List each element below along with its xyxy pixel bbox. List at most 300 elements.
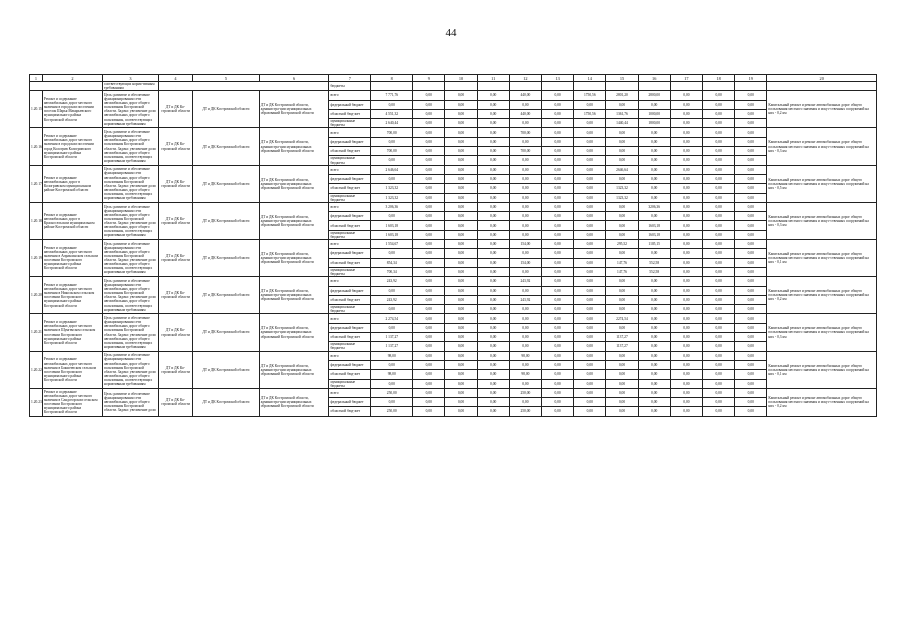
value-cell: 0,00 xyxy=(638,407,670,416)
expected-result-length: - 0,3 км xyxy=(774,223,787,227)
value-cell: 2800,00 xyxy=(638,91,670,100)
value-cell: 0,00 xyxy=(509,165,541,174)
value-cell: 0,00 xyxy=(541,212,573,221)
value-cell: 0,00 xyxy=(703,137,735,146)
value-cell: 0,00 xyxy=(574,286,606,295)
value-cell: 0,00 xyxy=(541,109,573,118)
funding-label: муниципальные бюджеты xyxy=(329,119,371,128)
value-cell: 1323,32 xyxy=(606,184,638,193)
funding-label: федеральный бюджет xyxy=(329,398,371,407)
expected-result-length: - 0,5 км xyxy=(774,185,787,190)
value-cell: 0,00 xyxy=(541,295,573,304)
value-cell: 0,00 xyxy=(606,323,638,332)
value-cell: 0,00 xyxy=(413,342,445,351)
value-cell: 0,00 xyxy=(670,249,702,258)
expected-result-length: - 0,2 км xyxy=(774,111,787,116)
value-cell: 0,00 xyxy=(541,398,573,407)
value-cell: 0,00 xyxy=(670,360,702,369)
value-cell: 0,00 xyxy=(477,230,509,239)
value-cell: 0,00 xyxy=(735,370,767,379)
value-cell: 0,00 xyxy=(670,109,702,118)
value-cell: 0,00 xyxy=(477,407,509,416)
value-cell: 0,00 xyxy=(670,351,702,360)
value-cell: 0,00 xyxy=(477,295,509,304)
value-cell: 0,00 xyxy=(413,174,445,183)
expected-result-text: Капитальный ремонт и ремонт автомобильных дорог общего пользования местного значения и искус-ственных сооружений на них xyxy=(768,252,869,265)
value-cell: 4 551,32 xyxy=(371,109,413,118)
value-cell: 0,00 xyxy=(638,314,670,323)
value-cell: 0,00 xyxy=(574,323,606,332)
value-cell: 1 137,27 xyxy=(371,333,413,342)
value-cell: 1137,27 xyxy=(606,333,638,342)
value-cell: 0,00 xyxy=(638,277,670,286)
funding-label: федеральный бюджет xyxy=(329,212,371,221)
value-cell: 0,00 xyxy=(638,137,670,146)
value-cell: 0,00 xyxy=(509,360,541,369)
value-cell: 0,00 xyxy=(477,184,509,193)
value-cell: 0,00 xyxy=(606,379,638,388)
value-cell: 0,00 xyxy=(735,221,767,230)
value-cell: 243,92 xyxy=(371,277,413,286)
value-cell: 0,00 xyxy=(541,323,573,332)
expected-result-length: - 0,1 км xyxy=(774,260,787,265)
value-cell: 0,00 xyxy=(574,174,606,183)
value-cell: 0,00 xyxy=(413,314,445,323)
entry-number: 1.20.16 xyxy=(30,128,43,165)
value-cell: 0,00 xyxy=(445,398,477,407)
funding-label: федеральный бюджет xyxy=(329,249,371,258)
value-cell: 0,00 xyxy=(638,360,670,369)
entry-number: 1.20.21 xyxy=(30,314,43,351)
value-cell: 0,00 xyxy=(445,342,477,351)
value-cell: 700,00 xyxy=(371,128,413,137)
header-cell: 18 xyxy=(703,75,735,82)
customer: ДТ и ДК Костромской области xyxy=(193,388,260,416)
value-cell: 0,00 xyxy=(638,128,670,137)
value-cell: 0,00 xyxy=(509,286,541,295)
value-cell: 0,00 xyxy=(703,240,735,249)
value-cell: 0,00 xyxy=(670,137,702,146)
entry-task: Цель: развитие и обеспечение функционирования сети автомобильных дорог общего пользования Костромской области. Задача: увеличение доли автомобильных дорог общего пользования, соответствующих нормативным требованиям xyxy=(102,202,158,239)
responsible-executor: ДТ и ДК Ко-стромской области xyxy=(158,165,192,202)
value-cell: 0,00 xyxy=(541,100,573,109)
expected-result xyxy=(767,128,877,165)
value-cell: 154,00 xyxy=(509,240,541,249)
co-executors: ДТ и ДК Костромской области, админиcтра-ции муниципальных образований Костромской области xyxy=(259,128,329,165)
value-cell: 0,00 xyxy=(574,398,606,407)
customer: ДТ и ДК Костромской области xyxy=(193,351,260,388)
co-executors: ДТ и ДК Костромской области, админиcтра-ции муниципальных образований Костромской области xyxy=(259,202,329,239)
value-cell: 0,00 xyxy=(541,230,573,239)
continuation-row xyxy=(30,82,877,91)
value-cell: 0,00 xyxy=(413,91,445,100)
value-cell: 1800,00 xyxy=(638,119,670,128)
header-cell: 4 xyxy=(158,75,192,82)
value-cell: 0,00 xyxy=(445,109,477,118)
responsible-executor: ДТ и ДК Ко-стромской области xyxy=(158,91,192,128)
value-cell: 0,00 xyxy=(541,202,573,211)
value-cell: 0,00 xyxy=(509,174,541,183)
value-cell: 0,00 xyxy=(606,398,638,407)
value-cell: 0,00 xyxy=(445,258,477,267)
value-cell: 0,00 xyxy=(477,388,509,397)
funding-label: областной бюд-жет xyxy=(329,258,371,267)
value-cell: 0,00 xyxy=(371,360,413,369)
value-cell: 0,00 xyxy=(477,258,509,267)
value-cell: 0,00 xyxy=(670,193,702,202)
value-cell: 0,00 xyxy=(670,267,702,276)
funding-label: всего xyxy=(329,91,371,100)
value-cell: 700,00 xyxy=(509,128,541,137)
value-cell: 0,00 xyxy=(735,147,767,156)
value-cell: 0,00 xyxy=(574,212,606,221)
value-cell: 0,00 xyxy=(606,286,638,295)
value-cell: 0,00 xyxy=(606,305,638,314)
value-cell: 0,00 xyxy=(541,137,573,146)
value-cell: 0,00 xyxy=(703,202,735,211)
value-cell: 0,00 xyxy=(445,323,477,332)
value-cell: 0,00 xyxy=(477,398,509,407)
task-cell: соответствующих норма-тивным требованиям xyxy=(102,82,158,91)
value-cell: 0,00 xyxy=(735,258,767,267)
value-cell: 0,00 xyxy=(574,100,606,109)
value-cell: 243,92 xyxy=(509,277,541,286)
value-cell: 0,00 xyxy=(638,333,670,342)
value-cell: 1137,27 xyxy=(606,342,638,351)
value-cell: 0,00 xyxy=(413,119,445,128)
funding-label: всего xyxy=(329,165,371,174)
value-cell: 0,00 xyxy=(541,240,573,249)
value-cell: 0,00 xyxy=(445,267,477,276)
value-cell: 0,00 xyxy=(703,360,735,369)
value-cell: 0,00 xyxy=(445,305,477,314)
value-cell: 0,00 xyxy=(670,100,702,109)
value-cell: 1750,56 xyxy=(574,109,606,118)
funding-label: муниципальные бюджеты xyxy=(329,267,371,276)
expected-result-text: Капитальный ремонт и ремонт автомобильных дорог общего пользования местного значения и искус-ственных сооружений на них xyxy=(768,363,869,376)
expected-result-length: - 0,1 км xyxy=(774,371,787,376)
entry-number: 1.20.18 xyxy=(30,202,43,239)
value-cell: 0,00 xyxy=(477,314,509,323)
entry-number: 1.20.23 xyxy=(30,388,43,416)
value-cell: 0,00 xyxy=(509,184,541,193)
value-cell: 0,00 xyxy=(735,333,767,342)
value-cell: 0,00 xyxy=(670,379,702,388)
value-cell: 0,00 xyxy=(670,156,702,165)
value-cell: 0,00 xyxy=(541,388,573,397)
value-cell: 0,00 xyxy=(735,388,767,397)
customer: ДТ и ДК Костромской области xyxy=(193,91,260,128)
value-cell: 0,00 xyxy=(371,305,413,314)
value-cell: 0,00 xyxy=(574,314,606,323)
funding-label: всего xyxy=(329,202,371,211)
value-cell: 0,00 xyxy=(445,388,477,397)
value-cell: 0,00 xyxy=(413,147,445,156)
value-cell: 440,00 xyxy=(509,91,541,100)
header-cell: 6 xyxy=(259,75,329,82)
value-cell: 243,92 xyxy=(371,295,413,304)
funding-label: муниципальные бюджеты xyxy=(329,193,371,202)
value-cell: 0,00 xyxy=(574,342,606,351)
value-cell: 0,00 xyxy=(638,147,670,156)
value-cell: 0,00 xyxy=(703,165,735,174)
entry-task: Цель: развитие и обеспечение функционирования сети автомобильных дорог общего пользования Костромской области. Задача: увеличение доли автомобильных дорог общего пользования, соответствующих нормативным требованиям xyxy=(102,128,158,165)
value-cell: 0,00 xyxy=(670,202,702,211)
value-cell: 0,00 xyxy=(445,184,477,193)
value-cell: 0,00 xyxy=(445,221,477,230)
entry-name: Ремонт и содержание автомобильных дорог местного значения в Шунгенском сельском поселении Костромского муниципального района Костромской области xyxy=(42,314,102,351)
value-cell: 0,00 xyxy=(574,360,606,369)
header-cell: 8 xyxy=(371,75,413,82)
value-cell: 0,00 xyxy=(670,333,702,342)
value-cell: 700,00 xyxy=(509,147,541,156)
value-cell: 0,00 xyxy=(371,398,413,407)
value-cell: 0,00 xyxy=(703,249,735,258)
value-cell: 0,00 xyxy=(670,407,702,416)
value-cell: 0,00 xyxy=(541,156,573,165)
funding-label: муниципальные бюджеты xyxy=(329,305,371,314)
value-cell: 0,00 xyxy=(541,370,573,379)
value-cell: 0,00 xyxy=(638,165,670,174)
value-cell: 0,00 xyxy=(606,230,638,239)
header-cell: 10 xyxy=(445,75,477,82)
expected-result-length: - 0,3 км xyxy=(774,334,787,339)
value-cell: 0,00 xyxy=(703,119,735,128)
value-cell: 0,00 xyxy=(509,119,541,128)
value-cell: 0,00 xyxy=(574,333,606,342)
value-cell: 0,00 xyxy=(574,407,606,416)
value-cell: 0,00 xyxy=(509,323,541,332)
value-cell: 0,00 xyxy=(413,351,445,360)
value-cell: 0,00 xyxy=(509,100,541,109)
value-cell: 0,00 xyxy=(735,212,767,221)
entry-task: Цель: развитие и обеспечение функционирования сети автомобильных дорог общего пользования Костромской области. Задача: увеличение доли автомобильных дорог общего пользования, соответствующих нормативным требованиям xyxy=(102,277,158,314)
value-cell: 0,00 xyxy=(606,137,638,146)
value-cell: 0,00 xyxy=(445,100,477,109)
header-cell: 11 xyxy=(477,75,509,82)
value-cell: 0,00 xyxy=(445,91,477,100)
value-cell: 0,00 xyxy=(735,379,767,388)
value-cell: 0,00 xyxy=(477,202,509,211)
expected-result-length: - 0,3 км xyxy=(774,148,787,153)
value-cell: 0,00 xyxy=(477,128,509,137)
entry-number: 1.20.15 xyxy=(30,91,43,128)
value-cell: 0,00 xyxy=(541,174,573,183)
value-cell: 0,00 xyxy=(509,221,541,230)
value-cell: 0,00 xyxy=(445,295,477,304)
header-cell: 14 xyxy=(574,75,606,82)
value-cell: 1323,32 xyxy=(606,193,638,202)
value-cell: 0,00 xyxy=(606,100,638,109)
value-cell: 0,00 xyxy=(638,351,670,360)
value-cell: 0,00 xyxy=(670,174,702,183)
value-cell: 1603,18 xyxy=(638,221,670,230)
value-cell: 0,00 xyxy=(735,351,767,360)
funding-label: федеральный бюджет xyxy=(329,286,371,295)
expected-result-text: Капитальный ремонт и ремонт автомобильных дорог общего пользования местного значения и искус-ственных сооружений на них xyxy=(768,289,869,302)
value-cell: 0,00 xyxy=(574,165,606,174)
value-cell: 0,00 xyxy=(606,249,638,258)
value-cell: 0,00 xyxy=(735,202,767,211)
value-cell: 0,00 xyxy=(574,388,606,397)
value-cell: 0,00 xyxy=(670,212,702,221)
value-cell: 0,00 xyxy=(371,100,413,109)
value-cell: 0,00 xyxy=(574,147,606,156)
value-cell: 0,00 xyxy=(541,249,573,258)
value-cell: 243,92 xyxy=(509,295,541,304)
value-cell: 0,00 xyxy=(735,342,767,351)
value-cell: 2274,54 xyxy=(606,314,638,323)
value-cell: 854,34 xyxy=(371,258,413,267)
expected-result xyxy=(767,351,877,388)
value-cell: 0,00 xyxy=(735,184,767,193)
responsible-executor: ДТ и ДК Ко-стромской области xyxy=(158,240,192,277)
value-cell: 1 137,27 xyxy=(371,342,413,351)
value-cell: 0,00 xyxy=(477,240,509,249)
value-cell: 0,00 xyxy=(735,128,767,137)
value-cell: 0,00 xyxy=(445,147,477,156)
value-cell: 0,00 xyxy=(606,277,638,286)
value-cell: 0,00 xyxy=(638,388,670,397)
value-cell: 0,00 xyxy=(413,295,445,304)
value-cell: 3 206,36 xyxy=(371,202,413,211)
value-cell: 2 274,54 xyxy=(371,314,413,323)
entry-task: Цель: развитие и обеспечение функционирования сети автомобильных дорог общего пользования Костромской области. Задача: увеличение доли автомобильных дорог общего пользования, соответствующих нормативным требованиям xyxy=(102,314,158,351)
table-row xyxy=(30,277,877,286)
value-cell: 0,00 xyxy=(541,267,573,276)
value-cell: 1 323,32 xyxy=(371,193,413,202)
value-cell: 0,00 xyxy=(606,156,638,165)
value-cell: 0,00 xyxy=(670,286,702,295)
value-cell: 0,00 xyxy=(574,128,606,137)
value-cell: 0,00 xyxy=(574,221,606,230)
value-cell: 0,00 xyxy=(606,174,638,183)
value-cell: 0,00 xyxy=(735,109,767,118)
expected-result-length: - 0,2 км xyxy=(774,297,787,302)
expected-result-text: Капитальный ремонт и ремонт автомобильных дорог общего пользования местного значения и искус-ственных сооружений на них xyxy=(768,140,869,153)
value-cell: 0,00 xyxy=(638,323,670,332)
value-cell: 0,00 xyxy=(638,212,670,221)
value-cell: 0,00 xyxy=(574,370,606,379)
value-cell: 0,00 xyxy=(574,184,606,193)
value-cell: 0,00 xyxy=(735,267,767,276)
value-cell: 0,00 xyxy=(703,267,735,276)
value-cell: 0,00 xyxy=(413,333,445,342)
header-cell: 5 xyxy=(193,75,260,82)
value-cell: 0,00 xyxy=(670,147,702,156)
value-cell: 0,00 xyxy=(445,212,477,221)
co-executors: ДТ и ДК Костромской области, админиcтра-ции муниципальных образований Костромской области xyxy=(259,165,329,202)
value-cell: 1603,18 xyxy=(638,230,670,239)
value-cell: 0,00 xyxy=(413,360,445,369)
value-cell: 0,00 xyxy=(371,323,413,332)
value-cell: 0,00 xyxy=(541,360,573,369)
value-cell: 0,00 xyxy=(509,267,541,276)
value-cell: 0,00 xyxy=(703,128,735,137)
header-cell: 7 xyxy=(329,75,371,82)
entry-name: Ремонт и содержание автомобильных дорог в Кологривском муниципальном районе Костромской области xyxy=(42,165,102,202)
value-cell: 0,00 xyxy=(735,137,767,146)
value-cell: 0,00 xyxy=(445,407,477,416)
value-cell: 0,00 xyxy=(477,221,509,230)
funding-label: всего xyxy=(329,314,371,323)
value-cell: 98,00 xyxy=(371,370,413,379)
value-cell: 0,00 xyxy=(735,407,767,416)
value-cell: 0,00 xyxy=(703,193,735,202)
entry-name: Ремонт и содержание автомобильных дорог местного значения в Никольском сельском поселении Костромского муниципального района Костромской области xyxy=(42,277,102,314)
value-cell: 0,00 xyxy=(703,156,735,165)
expected-result-text: Капитальный ремонт и ремонт автомобильных дорог общего пользования местного значения и искус-ственных сооружений на них xyxy=(768,396,869,409)
value-cell: 0,00 xyxy=(477,323,509,332)
value-cell: 0,00 xyxy=(509,156,541,165)
value-cell: 0,00 xyxy=(445,202,477,211)
value-cell: 0,00 xyxy=(445,174,477,183)
value-cell: 1 554,67 xyxy=(371,240,413,249)
value-cell: 0,00 xyxy=(413,221,445,230)
value-cell: 0,00 xyxy=(574,240,606,249)
value-cell: 0,00 xyxy=(413,193,445,202)
value-cell: 0,00 xyxy=(670,277,702,286)
value-cell: 0,00 xyxy=(541,342,573,351)
value-cell: 0,00 xyxy=(509,398,541,407)
value-cell: 0,00 xyxy=(445,277,477,286)
value-cell: 0,00 xyxy=(703,314,735,323)
value-cell: 0,00 xyxy=(413,398,445,407)
value-cell: 0,00 xyxy=(541,119,573,128)
value-cell: 0,00 xyxy=(735,360,767,369)
value-cell: 0,00 xyxy=(574,351,606,360)
value-cell: 0,00 xyxy=(735,156,767,165)
value-cell: 0,00 xyxy=(735,305,767,314)
value-cell: 2 646,64 xyxy=(371,165,413,174)
funding-label: федеральный бюджет xyxy=(329,360,371,369)
value-cell: 0,00 xyxy=(509,314,541,323)
value-cell: 0,00 xyxy=(413,388,445,397)
value-cell: 0,00 xyxy=(477,109,509,118)
value-cell: 0,00 xyxy=(541,128,573,137)
value-cell: 0,00 xyxy=(638,174,670,183)
expected-result xyxy=(767,277,877,314)
header-cell: 12 xyxy=(509,75,541,82)
co-executors: ДТ и ДК Костромской области, админиcтра-ции муниципальных образований Костромской области xyxy=(259,240,329,277)
value-cell: 0,00 xyxy=(574,137,606,146)
value-cell: 0,00 xyxy=(735,193,767,202)
value-cell: 0,00 xyxy=(703,379,735,388)
value-cell: 0,00 xyxy=(477,212,509,221)
co-executors: ДТ и ДК Костромской области, админиcтра-ции муниципальных образований Костромской области xyxy=(259,314,329,351)
funding-label: областной бюд-жет xyxy=(329,295,371,304)
value-cell: 0,00 xyxy=(509,202,541,211)
entry-name: Ремонт и содержание автомобильных дорог местного значения в городском поселении город Кологрив Кологривского муниципального района Костромской области xyxy=(42,128,102,165)
value-cell: 0,00 xyxy=(445,156,477,165)
header-cell: 16 xyxy=(638,75,670,82)
value-cell: 0,00 xyxy=(574,119,606,128)
value-cell: 0,00 xyxy=(477,193,509,202)
value-cell: 0,00 xyxy=(574,258,606,267)
value-cell: 2646,64 xyxy=(606,165,638,174)
value-cell: 0,00 xyxy=(638,379,670,388)
value-cell: 0,00 xyxy=(477,174,509,183)
value-cell: 154,00 xyxy=(509,258,541,267)
table-row xyxy=(30,202,877,211)
value-cell: 0,00 xyxy=(477,333,509,342)
value-cell: 0,00 xyxy=(574,202,606,211)
value-cell: 0,00 xyxy=(703,295,735,304)
customer: ДТ и ДК Костромской области xyxy=(193,128,260,165)
expected-result-text: Капитальный ремонт и ремонт автомобильных дорог общего пользования местного значения и искус-ственных сооружений на них xyxy=(768,214,869,227)
value-cell: 0,00 xyxy=(509,342,541,351)
value-cell: 0,00 xyxy=(574,267,606,276)
